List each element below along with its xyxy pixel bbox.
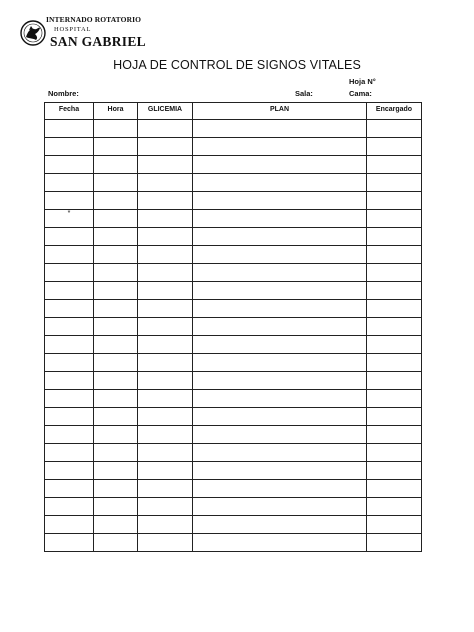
cell-plan[interactable] [193,120,367,138]
cell-encargado[interactable] [367,498,422,516]
table-row [45,516,422,534]
cell-glicemia[interactable] [138,300,193,318]
cell-encargado[interactable] [367,174,422,192]
cell-fecha[interactable] [45,480,94,498]
cell-encargado[interactable] [367,390,422,408]
cell-encargado[interactable] [367,408,422,426]
document-title: HOJA DE CONTROL DE SIGNOS VITALES [113,58,361,72]
cell-hora[interactable] [94,462,138,480]
column-header-hora: Hora [94,103,138,120]
cell-hora[interactable] [94,282,138,300]
cell-encargado[interactable] [367,282,422,300]
table-body [45,120,422,552]
table-row [45,318,422,336]
cell-fecha[interactable] [45,390,94,408]
cell-hora[interactable] [94,156,138,174]
cell-encargado[interactable] [367,192,422,210]
table-row [45,282,422,300]
table-row [45,138,422,156]
cell-glicemia[interactable] [138,264,193,282]
cell-encargado[interactable] [367,246,422,264]
cell-hora[interactable] [94,516,138,534]
cell-hora[interactable] [94,228,138,246]
table-row [45,264,422,282]
cell-plan[interactable] [193,354,367,372]
cell-hora[interactable] [94,408,138,426]
cell-fecha[interactable] [45,246,94,264]
column-header-fecha: Fecha [45,103,94,120]
table-row [45,408,422,426]
table-row [45,534,422,552]
cell-encargado[interactable] [367,210,422,228]
hospital-header [20,12,220,52]
sala-label: Sala: [295,89,313,98]
cell-plan[interactable] [193,534,367,552]
cell-plan[interactable] [193,300,367,318]
cell-hora[interactable] [94,336,138,354]
cell-fecha[interactable] [45,426,94,444]
cell-encargado[interactable] [367,300,422,318]
cell-encargado[interactable] [367,462,422,480]
table-row [45,354,422,372]
cell-hora[interactable] [94,534,138,552]
cell-plan[interactable] [193,192,367,210]
table-row [45,462,422,480]
cell-plan[interactable] [193,516,367,534]
table-row [45,174,422,192]
cell-encargado[interactable] [367,138,422,156]
cell-fecha[interactable] [45,228,94,246]
cell-fecha[interactable] [45,318,94,336]
cell-fecha[interactable] [45,300,94,318]
cell-encargado[interactable] [367,156,422,174]
table-row [45,210,422,228]
cell-hora[interactable] [94,498,138,516]
cell-encargado[interactable] [367,372,422,390]
cell-plan[interactable] [193,282,367,300]
column-header-plan: PLAN [193,103,367,120]
cell-plan[interactable] [193,264,367,282]
cell-fecha[interactable] [45,138,94,156]
cell-plan[interactable] [193,498,367,516]
table-header-row [45,103,422,120]
cell-glicemia[interactable] [138,408,193,426]
cell-hora[interactable] [94,300,138,318]
cell-glicemia[interactable] [138,534,193,552]
cell-glicemia[interactable] [138,138,193,156]
cell-hora[interactable] [94,444,138,462]
cell-fecha[interactable] [45,282,94,300]
cell-plan[interactable] [193,480,367,498]
cell-plan[interactable] [193,156,367,174]
table-row [45,390,422,408]
cell-plan[interactable] [193,210,367,228]
cell-hora[interactable] [94,246,138,264]
cell-hora[interactable] [94,318,138,336]
cell-glicemia[interactable] [138,426,193,444]
cell-glicemia[interactable] [138,516,193,534]
hospital-name: SAN GABRIEL [50,34,146,49]
cell-hora[interactable] [94,390,138,408]
cell-encargado[interactable] [367,480,422,498]
internado-label: INTERNADO ROTATORIO [46,15,142,24]
cell-glicemia[interactable] [138,318,193,336]
cell-encargado[interactable] [367,120,422,138]
cell-glicemia[interactable] [138,192,193,210]
cell-plan[interactable] [193,372,367,390]
cell-hora[interactable] [94,264,138,282]
cell-hora[interactable] [94,354,138,372]
table-row [45,426,422,444]
cell-fecha[interactable] [45,516,94,534]
cell-hora[interactable] [94,120,138,138]
cell-encargado[interactable] [367,444,422,462]
cell-plan[interactable] [193,336,367,354]
cell-plan[interactable] [193,408,367,426]
cell-encargado[interactable] [367,264,422,282]
cell-hora[interactable] [94,192,138,210]
cell-fecha[interactable] [45,462,94,480]
cell-hora[interactable] [94,480,138,498]
nombre-label: Nombre: [48,89,79,98]
cell-glicemia[interactable] [138,246,193,264]
cell-fecha[interactable] [45,534,94,552]
cell-encargado[interactable] [367,354,422,372]
cell-fecha[interactable]: * [45,210,94,228]
table-row [45,246,422,264]
cell-glicemia[interactable] [138,480,193,498]
cell-fecha[interactable] [45,498,94,516]
table-row [45,120,422,138]
cell-fecha[interactable] [45,120,94,138]
table-row [45,192,422,210]
table-row [45,498,422,516]
cell-encargado[interactable] [367,318,422,336]
cell-encargado[interactable] [367,426,422,444]
cell-encargado[interactable] [367,516,422,534]
cell-encargado[interactable] [367,228,422,246]
cell-hora[interactable] [94,138,138,156]
cell-fecha[interactable] [45,354,94,372]
cell-glicemia[interactable] [138,210,193,228]
cell-plan[interactable] [193,318,367,336]
cell-plan[interactable] [193,174,367,192]
vital-signs-table [44,102,422,552]
cell-hora[interactable] [94,372,138,390]
cell-fecha[interactable] [45,192,94,210]
column-header-glicemia: GLICEMIA [138,103,193,120]
table-row [45,444,422,462]
table-row [45,156,422,174]
cell-glicemia[interactable] [138,498,193,516]
cell-fecha[interactable] [45,408,94,426]
cell-glicemia[interactable] [138,282,193,300]
cell-fecha[interactable] [45,264,94,282]
table-row [45,300,422,318]
table-row [45,372,422,390]
cell-glicemia[interactable] [138,354,193,372]
hoja-number-label: Hoja N° [349,77,376,86]
cell-plan[interactable] [193,426,367,444]
cell-glicemia[interactable] [138,462,193,480]
cell-glicemia[interactable] [138,444,193,462]
cell-fecha[interactable] [45,336,94,354]
cell-plan[interactable] [193,390,367,408]
cell-hora[interactable] [94,210,138,228]
table-row [45,336,422,354]
cell-encargado[interactable] [367,534,422,552]
cell-glicemia[interactable] [138,390,193,408]
cell-glicemia[interactable] [138,174,193,192]
cell-glicemia[interactable] [138,228,193,246]
cell-fecha[interactable] [45,156,94,174]
cell-plan[interactable] [193,462,367,480]
cell-plan[interactable] [193,228,367,246]
table-row [45,228,422,246]
cell-fecha[interactable] [45,372,94,390]
cell-fecha[interactable] [45,174,94,192]
cell-glicemia[interactable] [138,372,193,390]
cell-plan[interactable] [193,246,367,264]
table-row [45,480,422,498]
cama-label: Cama: [349,89,372,98]
cell-hora[interactable] [94,426,138,444]
cell-hora[interactable] [94,174,138,192]
cell-plan[interactable] [193,138,367,156]
hospital-word: HOSPITAL [54,26,92,33]
cell-fecha[interactable] [45,444,94,462]
hospital-seal-icon [20,20,46,46]
cell-glicemia[interactable] [138,336,193,354]
cell-plan[interactable] [193,444,367,462]
cell-glicemia[interactable] [138,120,193,138]
cell-encargado[interactable] [367,336,422,354]
column-header-encargado: Encargado [367,103,422,120]
cell-glicemia[interactable] [138,156,193,174]
